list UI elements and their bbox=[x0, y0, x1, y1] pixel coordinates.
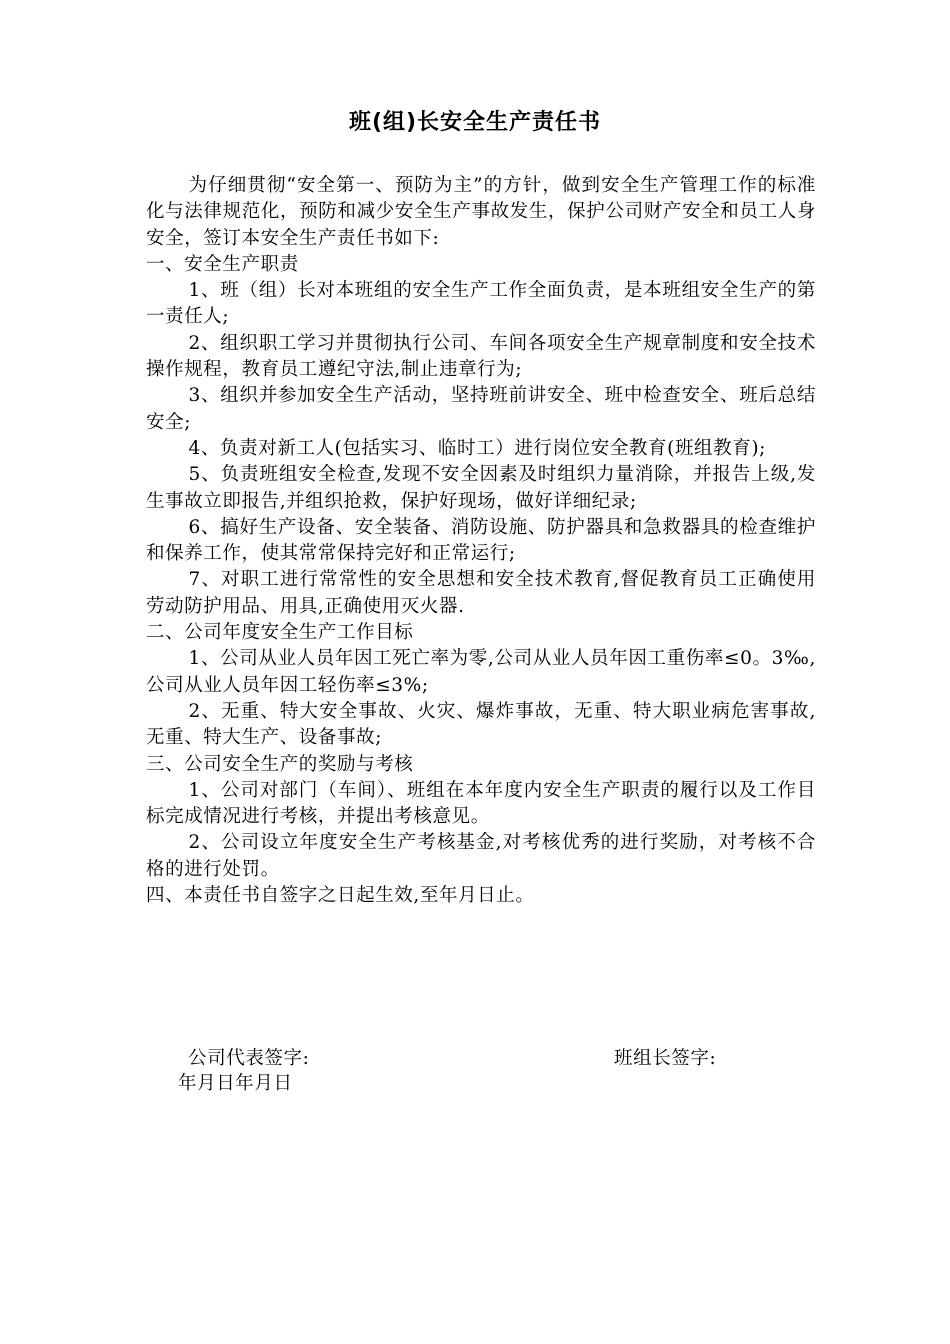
section-heading-1: 一、安全生产职责 bbox=[146, 253, 299, 275]
goal-item-2: 2、无重、特大安全事故、火灾、爆炸事故，无重、特大职业病危害事故,无重、特大生产、设备事故; bbox=[146, 700, 816, 749]
duty-item-4: 4、负责对新工人(包括实习、临时工）进行岗位安全教育(班组教育); bbox=[188, 437, 767, 459]
duty-item-1: 1、班（组）长对本班组的安全生产工作全面负责，是本班组安全生产的第一责任人; bbox=[146, 280, 816, 328]
signature-date-line: 年月日年月日 bbox=[178, 1073, 293, 1094]
duty-item-6: 6、搞好生产设备、安全装备、消防设施、防护器具和急救器具的检查维护和保养工作，使其常常保持完好和正常运行; bbox=[146, 516, 816, 565]
company-signature-label: 公司代表签字: bbox=[188, 1048, 310, 1069]
duty-item-5: 5、负责班组安全检查,发现不安全因素及时组织力量消除，并报告上级,发生事故立即报告,并组织抢救，保护好现场，做好详细纪录; bbox=[146, 464, 816, 512]
section-heading-4: 四、本责任书自签字之日起生效,至年月日止。 bbox=[146, 885, 535, 907]
assessment-item-1: 1、公司对部门（车间）、班组在本年度内安全生产职责的履行以及工作目标完成情况进行考核，并提出考核意见。 bbox=[146, 779, 816, 828]
intro-paragraph: 为仔细贯彻“安全第一、预防为主”的方针，做到安全生产管理工作的标准化与法律规范化，预防和减少安全生产事故发生，保护公司财产安全和员工人身安全，签订本安全生产责任书如下: bbox=[146, 175, 816, 249]
duty-item-2: 2、组织职工学习并贯彻执行公司、车间各项安全生产规章制度和安全技术操作规程，教育员工遵纪守法,制止违章行为; bbox=[146, 332, 816, 381]
assessment-item-2: 2、公司设立年度安全生产考核基金,对考核优秀的进行奖励，对考核不合格的进行处罚。 bbox=[146, 832, 816, 880]
goal-item-1: 1、公司从业人员年因工死亡率为零,公司从业人员年因工重伤率≤0。3‰,公司从业人员年因工轻伤率≤3%; bbox=[146, 648, 816, 696]
section-heading-2: 二、公司年度安全生产工作目标 bbox=[146, 622, 414, 644]
leader-signature-label: 班组长签字: bbox=[614, 1048, 717, 1069]
duty-item-7: 7、对职工进行常常性的安全思想和安全技术教育,督促教育员工正确使用劳动防护用品、用具,正确使用灭火器. bbox=[146, 569, 816, 617]
document-body bbox=[146, 173, 816, 909]
duty-item-3: 3、组织并参加安全生产活动，坚持班前讲安全、班中检查安全、班后总结安全; bbox=[146, 385, 816, 433]
section-heading-3: 三、公司安全生产的奖励与考核 bbox=[146, 753, 414, 775]
document-title: 班(组)长安全生产责任书 bbox=[348, 110, 602, 135]
